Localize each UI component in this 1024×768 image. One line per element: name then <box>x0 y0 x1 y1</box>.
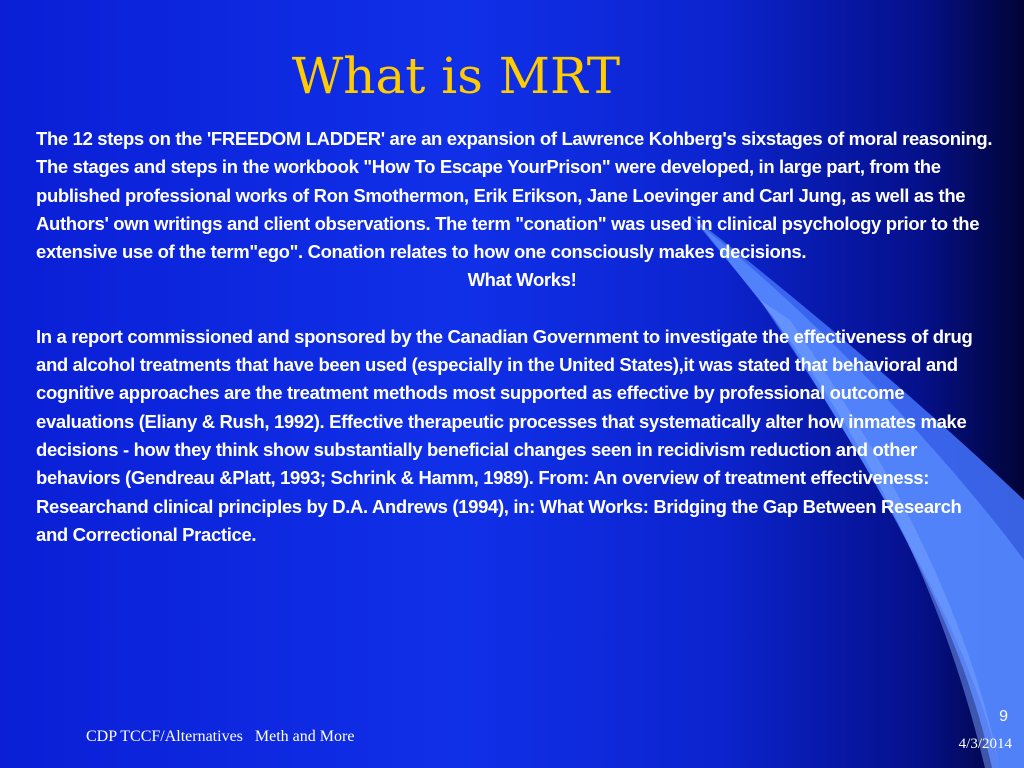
footer-text: CDP TCCF/Alternatives Meth and More <box>86 728 355 745</box>
page-number: 9 <box>999 708 1008 725</box>
slide-body <box>36 125 996 549</box>
paragraph-spacer <box>36 295 996 323</box>
report-paragraph: In a report commissioned and sponsored by the Canadian Government to investigate the effectiveness of drug and alcohol treatments that have been used (especially in the United States),it was stated that behavioral and cognitive approaches are the treatment methods most supported as effective by professional outcome evaluations (Eliany & Rush, 1992). Effective therapeutic processes that systematically alter how inmates make decisions - how they think show substantially beneficial changes seen in recidivism reduction and other behaviors (Gendreau &Platt, 1993; Schrink & Hamm, 1989). From: An overview of treatment effectiveness: Researchand clinical principles by D.A. Andrews (1994), in: What Works: Bridging the Gap Between Research and Correctional Practice. <box>36 325 973 545</box>
footer-date: 4/3/2014 <box>958 736 1012 752</box>
slide-title: What is MRT <box>291 47 621 105</box>
intro-paragraph: The 12 steps on the 'FREEDOM LADDER' are an expansion of Lawrence Kohberg's sixstages of moral reasoning. The stages and steps in the workbook "How To Escape YourPrison" were developed, in large part, from the published professional works of Ron Smothermon, Erik Erikson, Jane Loevinger and Carl Jung, as well as the Authors' own writings and client observations. The term "conation" was used in clinical psychology prior to the extensive use of the term"ego". Conation relates to how one consciously makes decisions. <box>36 128 993 263</box>
section-subheading: What Works! <box>467 269 577 291</box>
